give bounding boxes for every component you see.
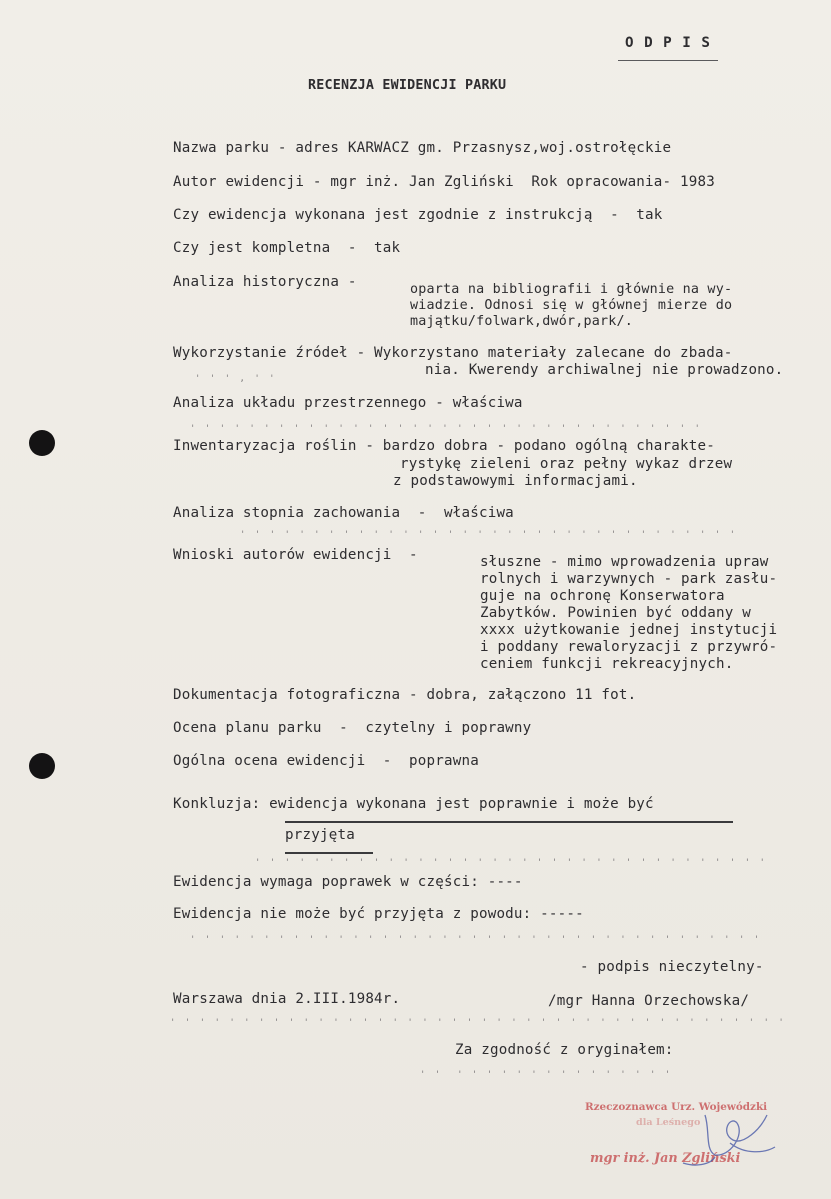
official-stamp-line-2: dla Leśnego [636, 1117, 701, 1128]
conclusions-text-7: ceniem funkcji rekreacyjnych. [480, 656, 734, 672]
official-stamp-line-3: mgr inż. Jan Zgliński [590, 1151, 741, 1166]
historical-text-3: majątku/folwark,dwór,park/. [410, 314, 634, 329]
inventory-line-1: Inwentaryzacja roślin - bardzo dobra - podano ogólną charakte- [173, 438, 715, 454]
conclusion-underline-1 [285, 821, 733, 823]
conclusion-line-2: przyjęta [285, 827, 355, 843]
historical-text-2: wiadzie. Odnosi się w głównej mierze do [410, 298, 733, 313]
plan-line: Ocena planu parku - czytelny i poprawny [173, 720, 532, 736]
photos-line: Dokumentacja fotograficzna - dobra, załączono 11 fot. [173, 687, 637, 703]
certified-line: Za zgodność z oryginałem: [455, 1042, 674, 1058]
dots-row: ' ' ' ' ' ' ' ' ' ' ' ' ' ' ' ' ' [420, 1070, 673, 1080]
overall-line: Ogólna ocena ewidencji - poprawna [173, 753, 479, 769]
handwritten-signature [675, 1095, 785, 1175]
dots-row: ' ' ' ' ' ' ' ' ' ' ' ' ' ' ' ' ' ' ' ' ' ' ' ' ' ' ' ' ' ' ' ' ' ' ' ' ' ' ' [190, 935, 762, 945]
copy-mark: O D P I S [625, 35, 711, 51]
punch-hole-top [29, 430, 55, 456]
complete-line: Czy jest kompletna - tak [173, 240, 401, 256]
rejected-line: Ewidencja nie może być przyjęta z powodu: ----- [173, 906, 584, 922]
conclusions-text-6: i poddany rewaloryzacji z przywró- [480, 639, 778, 655]
conclusions-text-1: słuszne - mimo wprowadzenia upraw [480, 554, 769, 570]
conclusions-label: Wnioski autorów ewidencji - [173, 547, 418, 563]
signatory-name: /mgr Hanna Orzechowska/ [548, 993, 750, 1009]
inventory-line-2: rystykę zieleni oraz pełny wykaz drzew [400, 456, 733, 472]
preservation-line: Analiza stopnia zachowania - właściwa [173, 505, 514, 521]
place-date: Warszawa dnia 2.III.1984r. [173, 991, 401, 1007]
conclusions-text-4: Zabytków. Powinien być oddany w [480, 605, 751, 621]
conclusions-text-2: rolnych i warzywnych - park zasłu- [480, 571, 778, 587]
conclusion-line-1: Konkluzja: ewidencja wykonana jest poprawnie i może być [173, 796, 654, 812]
spatial-line: Analiza układu przestrzennego - właściwa [173, 395, 523, 411]
dots-row: ' ' ' , ' ' [195, 374, 277, 384]
author-line: Autor ewidencji - mgr inż. Jan Zgliński Rok opracowania- 1983 [173, 174, 715, 190]
sources-line-2: nia. Kwerendy archiwalnej nie prowadzono. [425, 362, 784, 378]
park-name-line: Nazwa parku - adres KARWACZ gm. Przasnysz,woj.ostrołęckie [173, 140, 672, 156]
dots-row: ' ' ' ' ' ' ' ' ' ' ' ' ' ' ' ' ' ' ' ' ' ' ' ' ' ' ' ' ' ' ' ' ' ' ' [255, 858, 767, 868]
sources-line-1: Wykorzystanie źródeł - Wykorzystano materiały zalecane do zbada- [173, 345, 733, 361]
dots-row: ' ' ' ' ' ' ' ' ' ' ' ' ' ' ' ' ' ' ' ' ' ' ' ' ' ' ' ' ' ' ' ' ' ' ' ' ' ' ' ' ' ' [170, 1018, 786, 1028]
official-stamp-line-1: Rzeczoznawca Urz. Wojewódzki [585, 1101, 768, 1113]
needs-fix-line: Ewidencja wymaga poprawek w części: ---- [173, 874, 523, 890]
compliance-line: Czy ewidencja wykonana jest zgodnie z instrukcją - tak [173, 207, 663, 223]
dots-row: ' ' ' ' ' ' ' ' ' ' ' ' ' ' ' ' ' ' ' ' ' ' ' ' ' ' ' ' ' ' ' ' ' ' [240, 530, 738, 540]
historical-label: Analiza historyczna - [173, 274, 357, 290]
conclusion-underline-2 [285, 852, 373, 854]
dots-row: ' ' ' ' ' ' ' ' ' ' ' ' ' ' ' ' ' ' ' ' ' ' ' ' ' ' ' ' ' ' ' ' ' ' ' [190, 424, 702, 434]
conclusions-text-5: xxxx użytkowanie jednej instytucji [480, 622, 778, 638]
historical-text-1: oparta na bibliografii i głównie na wy- [410, 282, 733, 297]
punch-hole-bottom [29, 753, 55, 779]
conclusions-text-3: guje na ochronę Konserwatora [480, 588, 725, 604]
document-title: RECENZJA EWIDENCJI PARKU [308, 78, 507, 93]
signature-note: - podpis nieczytelny- [580, 959, 764, 975]
copy-mark-underline [618, 60, 718, 61]
inventory-line-3: z podstawowymi informacjami. [393, 473, 638, 489]
